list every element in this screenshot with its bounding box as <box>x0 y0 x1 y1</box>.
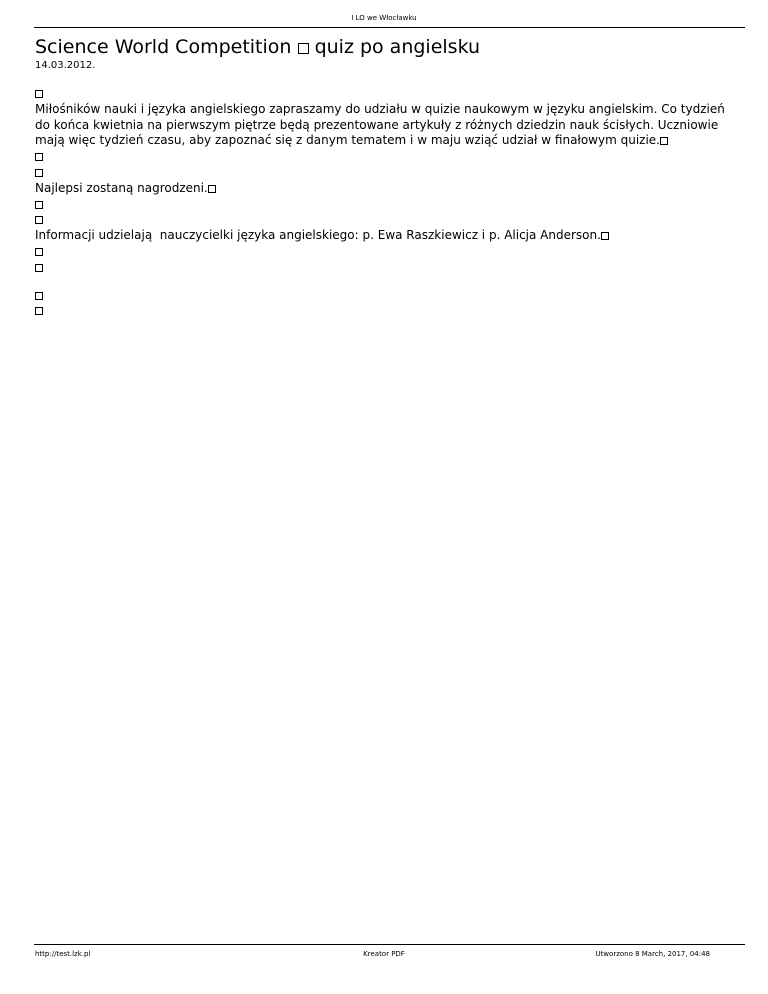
missing-glyph-box-icon <box>35 201 43 209</box>
article-title <box>35 35 480 59</box>
missing-glyph-box-icon <box>35 307 43 315</box>
title-text-part1: Science World Competition <box>35 36 292 58</box>
page-header: I LO we Włocławku <box>351 14 417 22</box>
missing-glyph-box-icon <box>601 232 609 240</box>
missing-glyph-box-icon <box>35 292 43 300</box>
missing-glyph-box-icon <box>35 264 43 272</box>
missing-glyph-box-icon <box>208 185 216 193</box>
missing-glyph-box-icon <box>35 169 43 177</box>
missing-glyph-box-icon <box>35 153 43 161</box>
paragraph-contact: Informacji udzielają nauczycielki języka angielskiego: p. Ewa Raszkiewicz i p. Alicja Anderson. <box>35 228 735 244</box>
paragraph-invitation: Miłośników nauki i języka angielskiego zapraszamy do udziału w quizie naukowym w języku angielskim. Co tydzień do końca kwietnia na pierwszym piętrze będą prezentowane artykuły z różnych dziedzin nauk ścisłych. Uczniowie mają więc tydzień czasu, aby zapoznać się z danym tematem i w maju wziąć udział w finałowym quizie. <box>35 101 725 148</box>
missing-glyph-box-icon <box>35 248 43 256</box>
footer-created-date: Utworzono 8 March, 2017, 04:48 <box>595 950 710 958</box>
missing-glyph-box-icon <box>298 43 309 54</box>
footer-divider <box>34 944 745 945</box>
footer-url: http://test.lzk.pl <box>35 950 91 958</box>
article-date: 14.03.2012. <box>35 60 96 71</box>
missing-glyph-box-icon <box>35 90 43 98</box>
paragraph-awards: Najlepsi zostaną nagrodzeni. <box>35 181 735 197</box>
footer-generator: Kreator PDF <box>363 950 405 958</box>
missing-glyph-box-icon <box>660 137 668 145</box>
missing-glyph-box-icon <box>35 216 43 224</box>
title-text-part2: quiz po angielsku <box>314 36 481 58</box>
header-divider <box>34 27 745 28</box>
article-body <box>35 86 735 319</box>
